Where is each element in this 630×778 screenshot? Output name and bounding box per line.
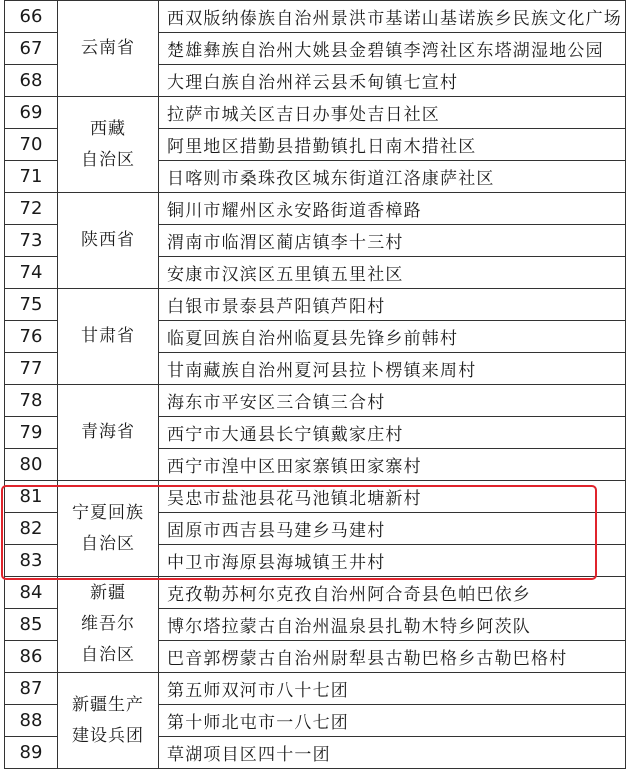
- address-cell: 甘南藏族自治州夏河县拉卜楞镇来周村: [159, 353, 626, 385]
- row-number: 80: [5, 449, 58, 481]
- row-number: 85: [5, 609, 58, 641]
- row-number: 75: [5, 289, 58, 321]
- province-label: 青海省: [81, 422, 135, 442]
- address-cell: 西宁市大通县长宁镇戴家庄村: [159, 417, 626, 449]
- province-cell: [58, 193, 159, 289]
- row-number: 83: [5, 545, 58, 577]
- address-cell: 西宁市湟中区田家寨镇田家寨村: [159, 449, 626, 481]
- address-cell: 中卫市海原县海城镇王井村: [159, 545, 626, 577]
- table-row: [5, 97, 626, 129]
- row-number: 74: [5, 257, 58, 289]
- province-label: 新疆: [90, 583, 126, 603]
- province-cell: [58, 1, 159, 97]
- province-label: 甘肃省: [81, 326, 135, 346]
- row-number: 81: [5, 481, 58, 513]
- address-cell: 西双版纳傣族自治州景洪市基诺山基诺族乡民族文化广场: [159, 1, 626, 33]
- table-row: [5, 481, 626, 513]
- province-label: 维吾尔: [81, 614, 135, 634]
- row-number: 79: [5, 417, 58, 449]
- table-row: [5, 193, 626, 225]
- row-number: 88: [5, 705, 58, 737]
- province-label: 陕西省: [81, 230, 135, 250]
- row-number: 89: [5, 737, 58, 769]
- row-number: 70: [5, 129, 58, 161]
- row-number: 84: [5, 577, 58, 609]
- address-cell: 吴忠市盐池县花马池镇北塘新村: [159, 481, 626, 513]
- address-cell: 白银市景泰县芦阳镇芦阳村: [159, 289, 626, 321]
- address-cell: 第十师北屯市一八七团: [159, 705, 626, 737]
- row-number: 71: [5, 161, 58, 193]
- address-cell: 博尔塔拉蒙古自治州温泉县扎勒木特乡阿茨队: [159, 609, 626, 641]
- address-cell: 大理白族自治州祥云县禾甸镇七宣村: [159, 65, 626, 97]
- province-label: 建设兵团: [72, 725, 144, 746]
- province-label: 宁夏回族: [72, 502, 144, 523]
- row-number: 82: [5, 513, 58, 545]
- province-cell: [58, 385, 159, 481]
- row-number: 68: [5, 65, 58, 97]
- table-row: [5, 673, 626, 705]
- address-cell: 海东市平安区三合镇三合村: [159, 385, 626, 417]
- table-row: [5, 385, 626, 417]
- address-cell: 固原市西吉县马建乡马建村: [159, 513, 626, 545]
- row-number: 78: [5, 385, 58, 417]
- address-cell: 铜川市耀州区永安路街道香樟路: [159, 193, 626, 225]
- address-cell: 临夏回族自治州临夏县先锋乡前韩村: [159, 321, 626, 353]
- row-number: 73: [5, 225, 58, 257]
- row-number: 76: [5, 321, 58, 353]
- address-cell: 渭南市临渭区蔺店镇李十三村: [159, 225, 626, 257]
- address-cell: 第五师双河市八十七团: [159, 673, 626, 705]
- row-number: 72: [5, 193, 58, 225]
- province-label: 自治区: [81, 533, 135, 554]
- province-cell: [58, 289, 159, 385]
- address-cell: 巴音郭楞蒙古自治州尉犁县古勒巴格乡古勒巴格村: [159, 641, 626, 673]
- row-number: 86: [5, 641, 58, 673]
- address-cell: 楚雄彝族自治州大姚县金碧镇李湾社区东塔湖湿地公园: [159, 33, 626, 65]
- address-cell: 日喀则市桑珠孜区城东街道江洛康萨社区: [159, 161, 626, 193]
- province-cell: [58, 481, 159, 577]
- address-cell: 拉萨市城关区吉日办事处吉日社区: [159, 97, 626, 129]
- province-cell: [58, 673, 159, 769]
- province-label: 新疆生产: [72, 694, 144, 715]
- province-cell: [58, 577, 159, 673]
- province-label: 自治区: [81, 149, 135, 170]
- row-number: 67: [5, 33, 58, 65]
- address-cell: 草湖项目区四十一团: [159, 737, 626, 769]
- province-label: 云南省: [81, 38, 135, 58]
- province-cell: [58, 97, 159, 193]
- address-cell: 阿里地区措勤县措勤镇扎日南木措社区: [159, 129, 626, 161]
- province-label: 自治区: [81, 645, 135, 665]
- row-number: 66: [5, 1, 58, 33]
- row-number: 77: [5, 353, 58, 385]
- row-number: 69: [5, 97, 58, 129]
- table-row: [5, 577, 626, 609]
- table-row: [5, 1, 626, 33]
- table-row: [5, 289, 626, 321]
- address-cell: 安康市汉滨区五里镇五里社区: [159, 257, 626, 289]
- address-cell: 克孜勒苏柯尔克孜自治州阿合奇县色帕巴依乡: [159, 577, 626, 609]
- province-label: 西藏: [90, 118, 126, 139]
- row-number: 87: [5, 673, 58, 705]
- location-table: [4, 0, 626, 769]
